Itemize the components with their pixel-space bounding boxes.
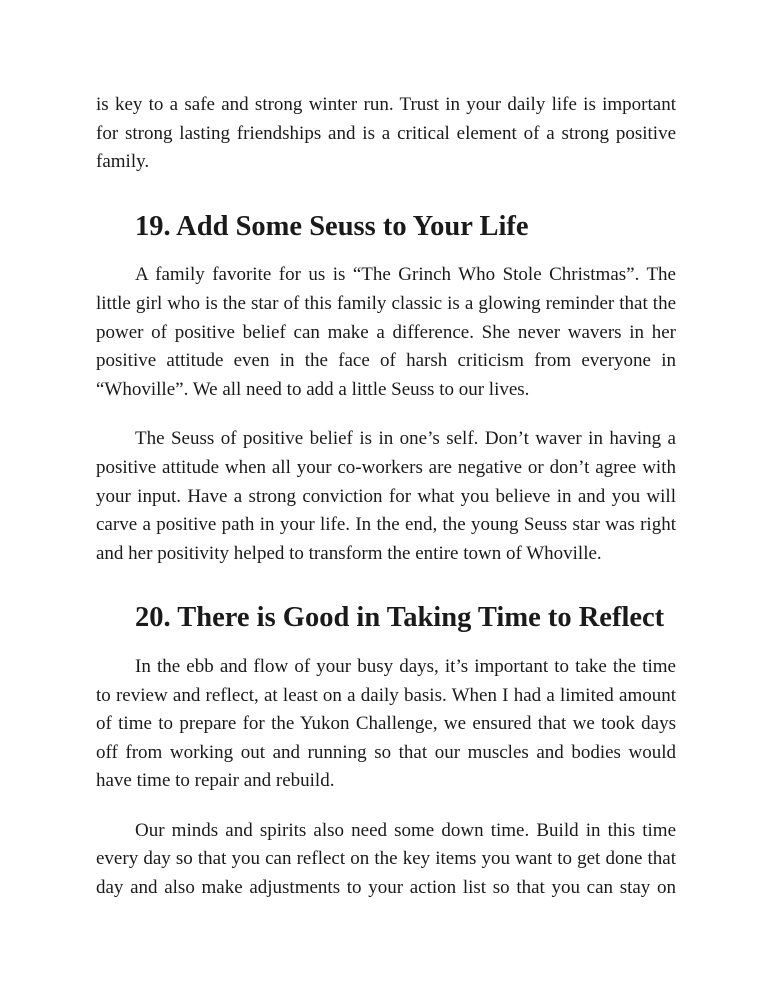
section-heading-20: 20. There is Good in Taking Time to Reflect	[135, 602, 665, 634]
spacer	[96, 568, 676, 604]
spacer	[96, 177, 676, 213]
spacer	[96, 404, 676, 425]
paragraph-grinch: A family favorite for us is “The Grinch Who Stole Christmas”. The little girl who is the star of this family classic is a glowing reminder that the power of positive belief can make a difference. She never wavers in her positive attitude even in the face of harsh criticism from everyone in “Whoville”. We all need to add a little Seuss to our lives.	[96, 264, 676, 400]
spacer	[96, 633, 676, 653]
spacer	[96, 796, 676, 817]
paragraph-minds-spirits: Our minds and spirits also need some down time. Build in this time every day so that you can reflect on the key items you want to get done that day and also make adjustments to your action list so that you can stay on	[96, 819, 676, 899]
paragraph-ebb-and-flow: In the ebb and flow of your busy days, it’s important to take the time to review and reflect, at least on a daily basis. When I had a limited amount of time to prepare for the Yukon Challenge, we ensured that we took days off from working out and running so that our muscles and bodies would have time to repair and rebuild.	[96, 655, 676, 792]
document-page	[96, 91, 676, 903]
paragraph-seuss-belief: The Seuss of positive belief is in one’s self. Don’t waver in having a positive attitude when all your co-workers are negative or don’t agree with your input. Have a strong conviction for what you believe in and you will carve a positive path in your life. In the end, the young Seuss star was right and her positivity helped to transform the entire town of Whoville.	[96, 428, 676, 564]
section-heading-19: 19. Add Some Seuss to Your Life	[135, 210, 529, 242]
spacer	[96, 241, 676, 261]
paragraph-trust-continued: is key to a safe and strong winter run. Trust in your daily life is important for strong lasting friendships and is a critical element of a strong positive family.	[96, 94, 676, 173]
